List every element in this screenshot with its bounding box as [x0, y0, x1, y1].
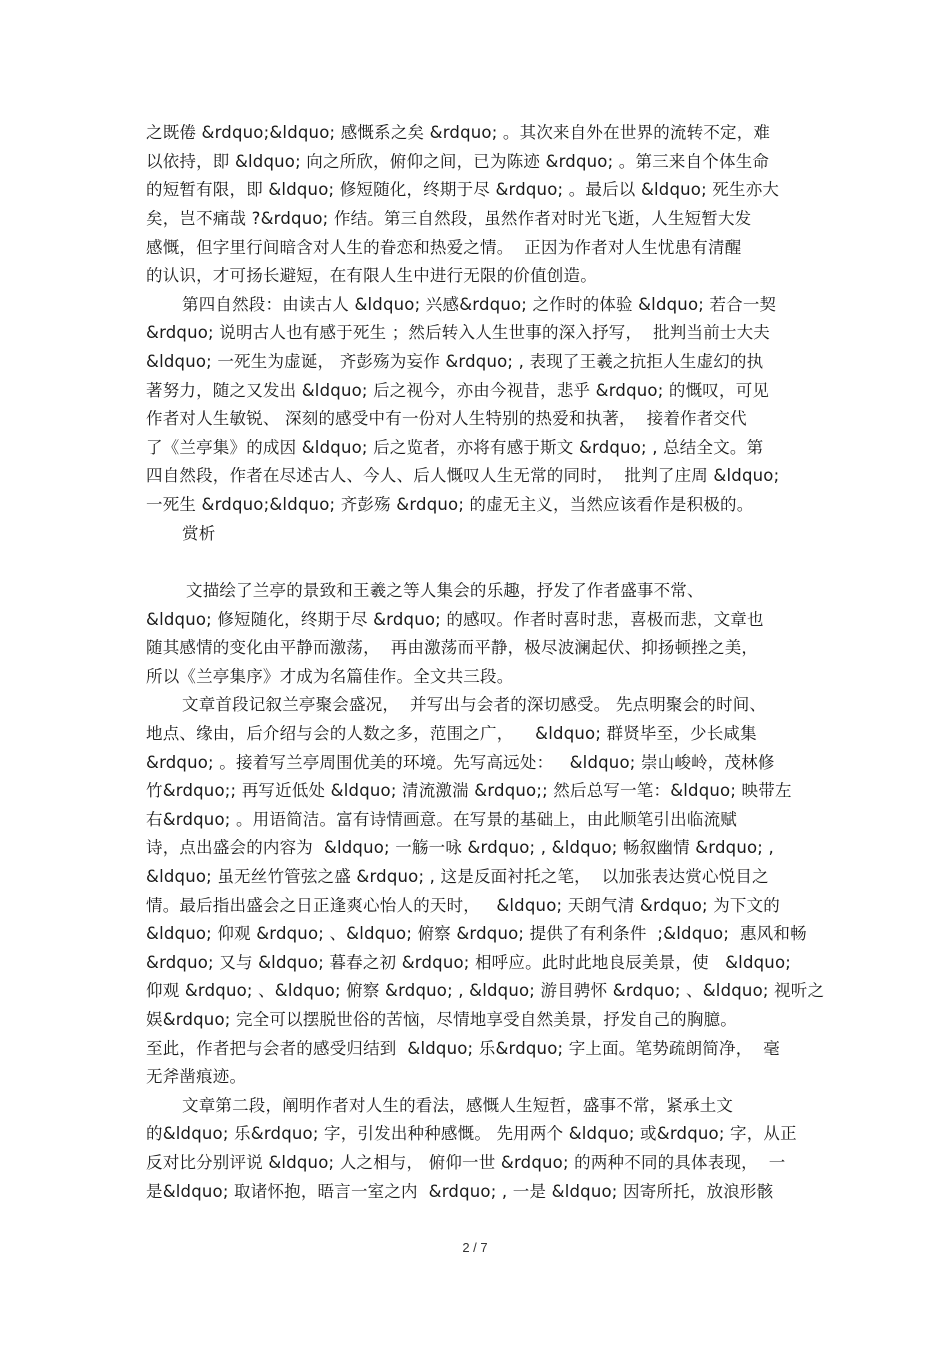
text-line: 文描绘了兰亭的景致和王羲之等人集会的乐趣，抒发了作者盛事不常、	[186, 581, 704, 600]
text-line: &ldquo; 一死生为虚诞， 齐彭殇为妄作 &rdquo; , 表现了王羲之抗拒人生虚幻的执	[146, 352, 764, 371]
text-line: 了《兰亭集》的成因 &ldquo; 后之览者，亦将有感于斯文 &rdquo; , 总结全文。第	[146, 438, 764, 457]
text-line: 的认识，才可扬长避短，在有限人生中进行无限的价值创造。	[146, 266, 597, 285]
text-line: 诗，点出盛会的内容为 &ldquo; 一觞一咏 &rdquo; , &ldquo; 畅叙幽情 &rdquo; ,	[146, 838, 774, 857]
text-line: 随其感情的变化由平静而激荡， 再由激荡而平静，极尽波澜起伏、抑扬顿挫之美，	[146, 638, 759, 657]
text-line: 的短暂有限，即 &ldquo; 修短随化，终期于尽 &rdquo; 。最后以 &ldquo; 死生亦大	[146, 180, 780, 199]
text-line: 所以《兰亭集序》才成为名篇佳作。全文共三段。	[146, 667, 514, 686]
text-line: 文章第二段，阐明作者对人生的看法，感慨人生短哲，盛事不常，紧承土文	[182, 1096, 734, 1115]
text-line: 反对比分别评说 &ldquo; 人之相与， 俯仰一世 &rdquo; 的两种不同的具体表现， 一	[146, 1153, 786, 1172]
text-line: 作者对人生敏锐、 深刻的感受中有一份对人生特别的热爱和执著， 接着作者交代	[146, 409, 747, 428]
page-number: 2 / 7	[462, 1240, 488, 1255]
text-line: &ldquo; 虽无丝竹管弦之盛 &rdquo; , 这是反面衬托之笔， 以加张表达赏心悦目之	[146, 867, 769, 886]
text-line: &rdquo; 又与 &ldquo; 暮春之初 &rdquo; 相呼应。此时此地良辰美景，使 &ldquo;	[146, 953, 792, 972]
text-line: 娱&rdquo; 完全可以摆脱世俗的苦恼，尽情地享受自然美景，抒发自己的胸臆。	[146, 1010, 737, 1029]
text-line: &ldquo; 仰观 &rdquo; 、&ldquo; 俯察 &rdquo; 提供了有利条件 ;&ldquo; 惠风和畅	[146, 924, 807, 943]
text-line: 是&ldquo; 取诸怀抱，晤言一室之内 &rdquo; , 一是 &ldquo; 因寄所托，放浪形骸	[146, 1182, 774, 1201]
text-line: 文章首段记叙兰亭聚会盛况， 并写出与会者的深切感受。 先点明聚会的时间、	[182, 695, 767, 714]
text-line: 一死生 &rdquo;&ldquo; 齐彭殇 &rdquo; 的虚无主义，当然应该看作是积极的。	[146, 495, 754, 514]
text-line: 矣，岂不痛哉 ?&rdquo; 作结。第三自然段，虽然作者对时光飞逝，人生短暂大发	[146, 209, 752, 228]
text-line: 至此，作者把与会者的感受归结到 &ldquo; 乐&rdquo; 字上面。笔势疏朗简净， 毫	[146, 1039, 780, 1058]
text-line: &rdquo; 。接着写兰亭周围优美的环境。先写高远处： &ldquo; 崇山峻岭，茂林修	[146, 753, 775, 772]
text-line: 地点、缘由，后介绍与会的人数之多，范围之广， &ldquo; 群贤毕至，少长咸集	[146, 724, 757, 743]
text-line: &ldquo; 修短随化，终期于尽 &rdquo; 的感叹。作者时喜时悲，喜极而悲，文章也	[146, 610, 764, 629]
text-line: 第四自然段：由读古人 &ldquo; 兴感&rdquo; 之作时的体验 &ldquo; 若合一契	[182, 295, 777, 314]
text-line: 的&ldquo; 乐&rdquo; 字，引发出种种感慨。 先用两个 &ldquo; 或&rdquo; 字，从正	[146, 1124, 797, 1143]
text-line: 著努力，随之又发出 &ldquo; 后之视今，亦由今视昔，悲乎 &rdquo; 的慨叹，可见	[146, 381, 770, 400]
text-line: 仰观 &rdquo; 、&ldquo; 俯察 &rdquo; , &ldquo; 游目骋怀 &rdquo; 、&ldquo; 视听之	[146, 981, 825, 1000]
text-line: 四自然段，作者在尽述古人、今人、后人慨叹人生无常的同时， 批判了庄周 &ldquo;	[146, 466, 780, 485]
text-line: &rdquo; 说明古人也有感于死生 ；然后转入人生世事的深入抒写， 批判当前士大夫	[146, 323, 770, 342]
section-heading: 赏析	[182, 524, 216, 543]
text-line: 竹&rdquo;; 再写近低处 &ldquo; 清流激湍 &rdquo;; 然后总写一笔：&ldquo; 映带左	[146, 781, 792, 800]
text-line: 之既倦 &rdquo;&ldquo; 感慨系之矣 &rdquo; 。其次来自外在世界的流转不定，难	[146, 123, 771, 142]
text-line: 右&rdquo; 。用语简洁。富有诗情画意。在写景的基础上，由此顺笔引出临流赋	[146, 810, 737, 829]
text-line: 以依持，即 &ldquo; 向之所欣，俯仰之间，已为陈迹 &rdquo; 。第三来自个体生命	[146, 152, 770, 171]
text-line: 感慨，但字里行间暗含对人生的眷恋和热爱之情。 正因为作者对人生忧患有清醒	[146, 238, 742, 257]
text-line: 无斧凿痕迹。	[146, 1067, 247, 1086]
text-line: 情。最后指出盛会之日正逢爽心怡人的天时， &ldquo; 天朗气清 &rdquo; 为下文的	[146, 896, 780, 915]
